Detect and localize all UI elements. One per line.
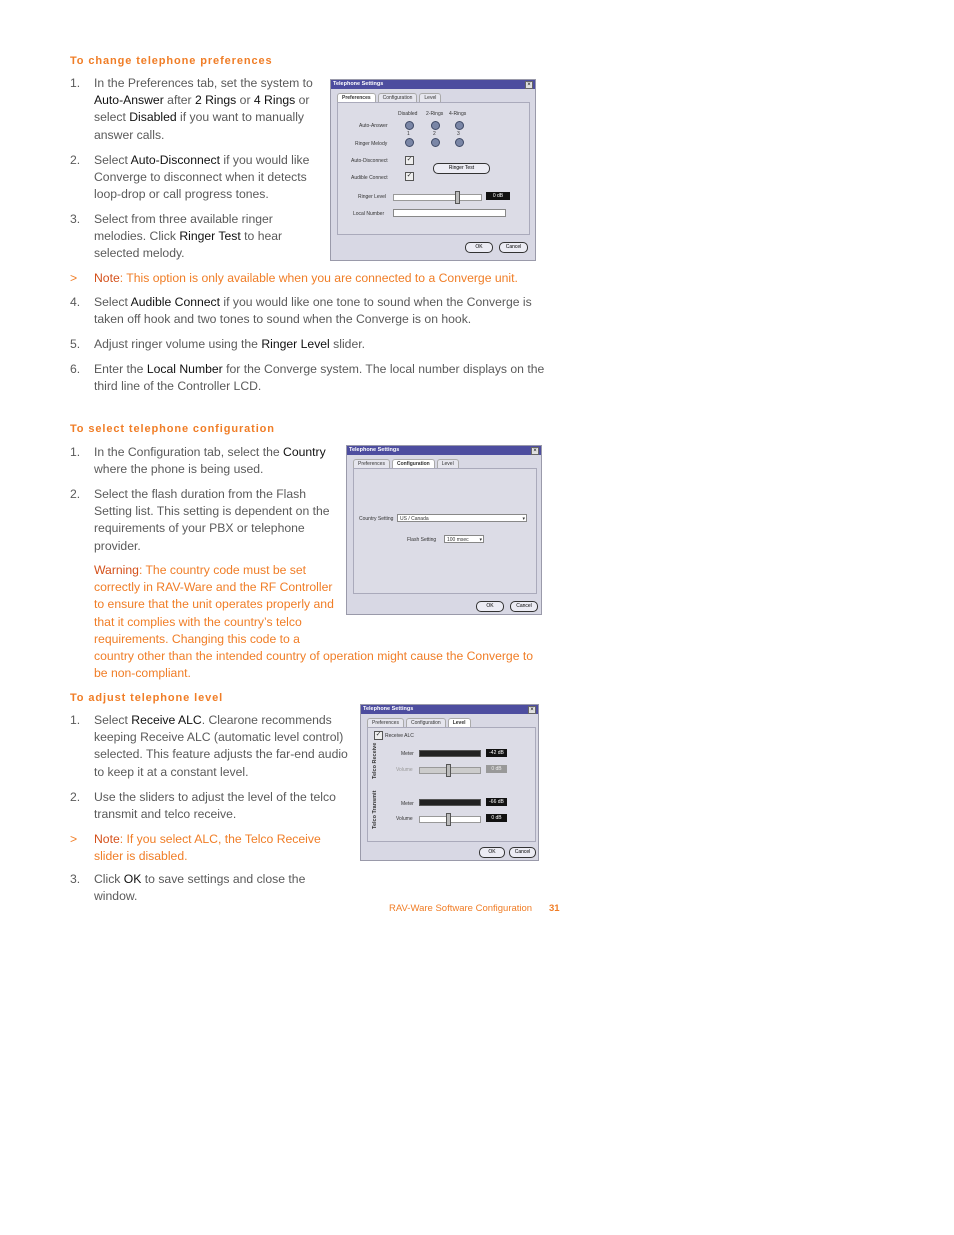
- step-6: 6. Enter the Local Number for the Converge system. The local number displays on the third line of the Controller LCD.: [70, 362, 545, 394]
- melody-3-label: 3: [457, 131, 460, 137]
- receive-alc-checkbox[interactable]: ✓: [375, 731, 382, 738]
- footer-title: RAV-Ware Software Configuration: [389, 903, 533, 914]
- ringer-level-thumb[interactable]: [455, 191, 460, 204]
- tab-preferences[interactable]: Preferences: [337, 93, 376, 102]
- window-title: Telephone Settings: [361, 705, 538, 714]
- ringer-level-value: 0 dB: [486, 192, 510, 200]
- ringer-melody-3-radio[interactable]: [455, 138, 464, 147]
- ok-button[interactable]: OK: [476, 601, 504, 612]
- step-4: 4. Select Audible Connect if you would like one tone to sound when the Converge is taken off hook and two tones to sound when the Converge is on hook.: [70, 295, 532, 327]
- tx-meter-label: Meter: [401, 801, 414, 807]
- step-3: 3. Select from three available ringer melodies. Click Ringer Test to hear selected melody.: [70, 212, 283, 261]
- auto-answer-2rings-radio[interactable]: [431, 121, 440, 130]
- flash-setting-select[interactable]: 100 msec ▾: [444, 535, 484, 543]
- spinner-icon: ▾: [479, 537, 482, 543]
- warning-country-code: Warning: The country code must be set correctly in RAV-Ware and the RF Controller to ensure that the unit operates properly and that it complies with the country’s telco requirements. Changing this code to a country other than the intended country of operation might cause the Converge to be non-compliant.: [94, 563, 534, 681]
- ok-button[interactable]: OK: [479, 847, 505, 858]
- tab-preferences[interactable]: Preferences: [353, 459, 390, 468]
- close-icon[interactable]: ×: [525, 81, 533, 89]
- cancel-button[interactable]: Cancel: [509, 847, 536, 858]
- tx-volume-value: 0 dB: [486, 814, 507, 822]
- telephone-settings-dialog-configuration: [346, 445, 542, 615]
- tx-volume-label: Volume: [396, 816, 413, 822]
- country-setting-label: Country Setting: [359, 516, 394, 522]
- note-converge-unit: > Note: This option is only available when you are connected to a Converge unit.: [70, 271, 518, 285]
- telco-transmit-label: Telco Transmit: [372, 790, 378, 829]
- page-number: 31: [549, 903, 560, 914]
- telephone-settings-dialog-level: [360, 704, 539, 861]
- auto-disconnect-checkbox[interactable]: ✓: [406, 156, 413, 163]
- melody-1-label: 1: [407, 131, 410, 137]
- audible-connect-checkbox[interactable]: ✓: [406, 172, 413, 179]
- level-step-3: 3. Click OK to save settings and close the window.: [70, 872, 306, 904]
- configuration-panel: [353, 468, 537, 594]
- column-disabled-label: Disabled: [398, 111, 418, 117]
- receive-alc-label: Receive ALC: [385, 733, 414, 739]
- local-number-label: Local Number: [353, 211, 385, 217]
- step-1: 1. In the Preferences tab, set the system to Auto-Answer after 2 Rings or 4 Rings or select Disabled if you want to manually answer calls.: [70, 76, 313, 142]
- telephone-settings-dialog-preferences: [330, 79, 536, 261]
- rx-volume-thumb[interactable]: [446, 764, 451, 777]
- column-4rings-label: 4-Rings: [449, 111, 467, 117]
- step-2: 2. Select Auto-Disconnect if you would like Converge to disconnect when it detects loop-drop or call progress tones.: [70, 153, 310, 202]
- window-title: Telephone Settings: [331, 80, 535, 89]
- level-panel: [367, 727, 536, 842]
- cancel-button[interactable]: Cancel: [510, 601, 538, 612]
- ok-button[interactable]: OK: [465, 242, 493, 253]
- auto-answer-label: Auto-Answer: [359, 123, 388, 129]
- chevron-down-icon: ▾: [522, 516, 525, 522]
- section-heading-level: To adjust telephone level: [70, 692, 224, 704]
- tab-level[interactable]: Level: [419, 93, 441, 102]
- tab-preferences[interactable]: Preferences: [367, 718, 404, 727]
- country-setting-select[interactable]: US / Canada ▾: [397, 514, 527, 522]
- step-5: 5. Adjust ringer volume using the Ringer Level slider.: [70, 337, 366, 351]
- config-step-1: 1. In the Configuration tab, select the Country where the phone is being used.: [70, 445, 326, 477]
- level-step-1: 1. Select Receive ALC. Clearone recommends keeping Receive ALC (automatic level control) selected. This feature adjusts the far-end audio to keep it at a constant level.: [70, 713, 348, 779]
- rx-volume-value: 0 dB: [486, 765, 507, 773]
- tab-level[interactable]: Level: [437, 459, 459, 468]
- rx-meter-label: Meter: [401, 751, 414, 757]
- section-heading-configuration: To select telephone configuration: [70, 423, 275, 435]
- tx-meter-bar: [419, 799, 481, 806]
- melody-2-label: 2: [433, 131, 436, 137]
- auto-disconnect-label: Auto-Disconnect: [351, 158, 388, 164]
- section-heading-preferences: To change telephone preferences: [70, 55, 273, 67]
- tab-configuration[interactable]: Configuration: [406, 718, 446, 727]
- ringer-melody-1-radio[interactable]: [405, 138, 414, 147]
- auto-answer-4rings-radio[interactable]: [455, 121, 464, 130]
- local-number-input[interactable]: [393, 209, 506, 217]
- tab-level[interactable]: Level: [448, 718, 471, 727]
- audible-connect-label: Audible Connect: [351, 175, 388, 181]
- flash-setting-label: Flash Setting: [407, 537, 437, 543]
- rx-meter-bar: [419, 750, 481, 757]
- tx-meter-value: -66 dB: [486, 798, 507, 806]
- window-title: Telephone Settings: [347, 446, 541, 455]
- level-step-2: 2. Use the sliders to adjust the level of the telco transmit and telco receive.: [70, 790, 336, 822]
- ringer-melody-label: Ringer Melody: [355, 141, 388, 147]
- note-alc: > Note: If you select ALC, the Telco Receive slider is disabled.: [70, 832, 321, 864]
- ringer-level-slider[interactable]: [393, 194, 482, 201]
- rx-volume-label: Volume: [396, 767, 413, 773]
- close-icon[interactable]: ×: [528, 706, 536, 714]
- auto-answer-disabled-radio[interactable]: [405, 121, 414, 130]
- tx-volume-thumb[interactable]: [446, 813, 451, 826]
- ringer-test-button[interactable]: Ringer Test: [433, 163, 490, 174]
- column-2rings-label: 2-Rings: [426, 111, 444, 117]
- tab-configuration[interactable]: Configuration: [378, 93, 418, 102]
- ringer-melody-2-radio[interactable]: [431, 138, 440, 147]
- close-icon[interactable]: ×: [531, 447, 539, 455]
- rx-meter-value: -42 dB: [486, 749, 507, 757]
- config-step-2: 2. Select the flash duration from the Flash Setting list. This setting is dependent on the requirements of your PBX or telephone provider.: [70, 487, 330, 553]
- cancel-button[interactable]: Cancel: [499, 242, 528, 253]
- tab-configuration[interactable]: Configuration: [392, 459, 435, 468]
- telco-receive-label: Telco Receive: [372, 742, 378, 779]
- ringer-level-label: Ringer Level: [358, 194, 387, 200]
